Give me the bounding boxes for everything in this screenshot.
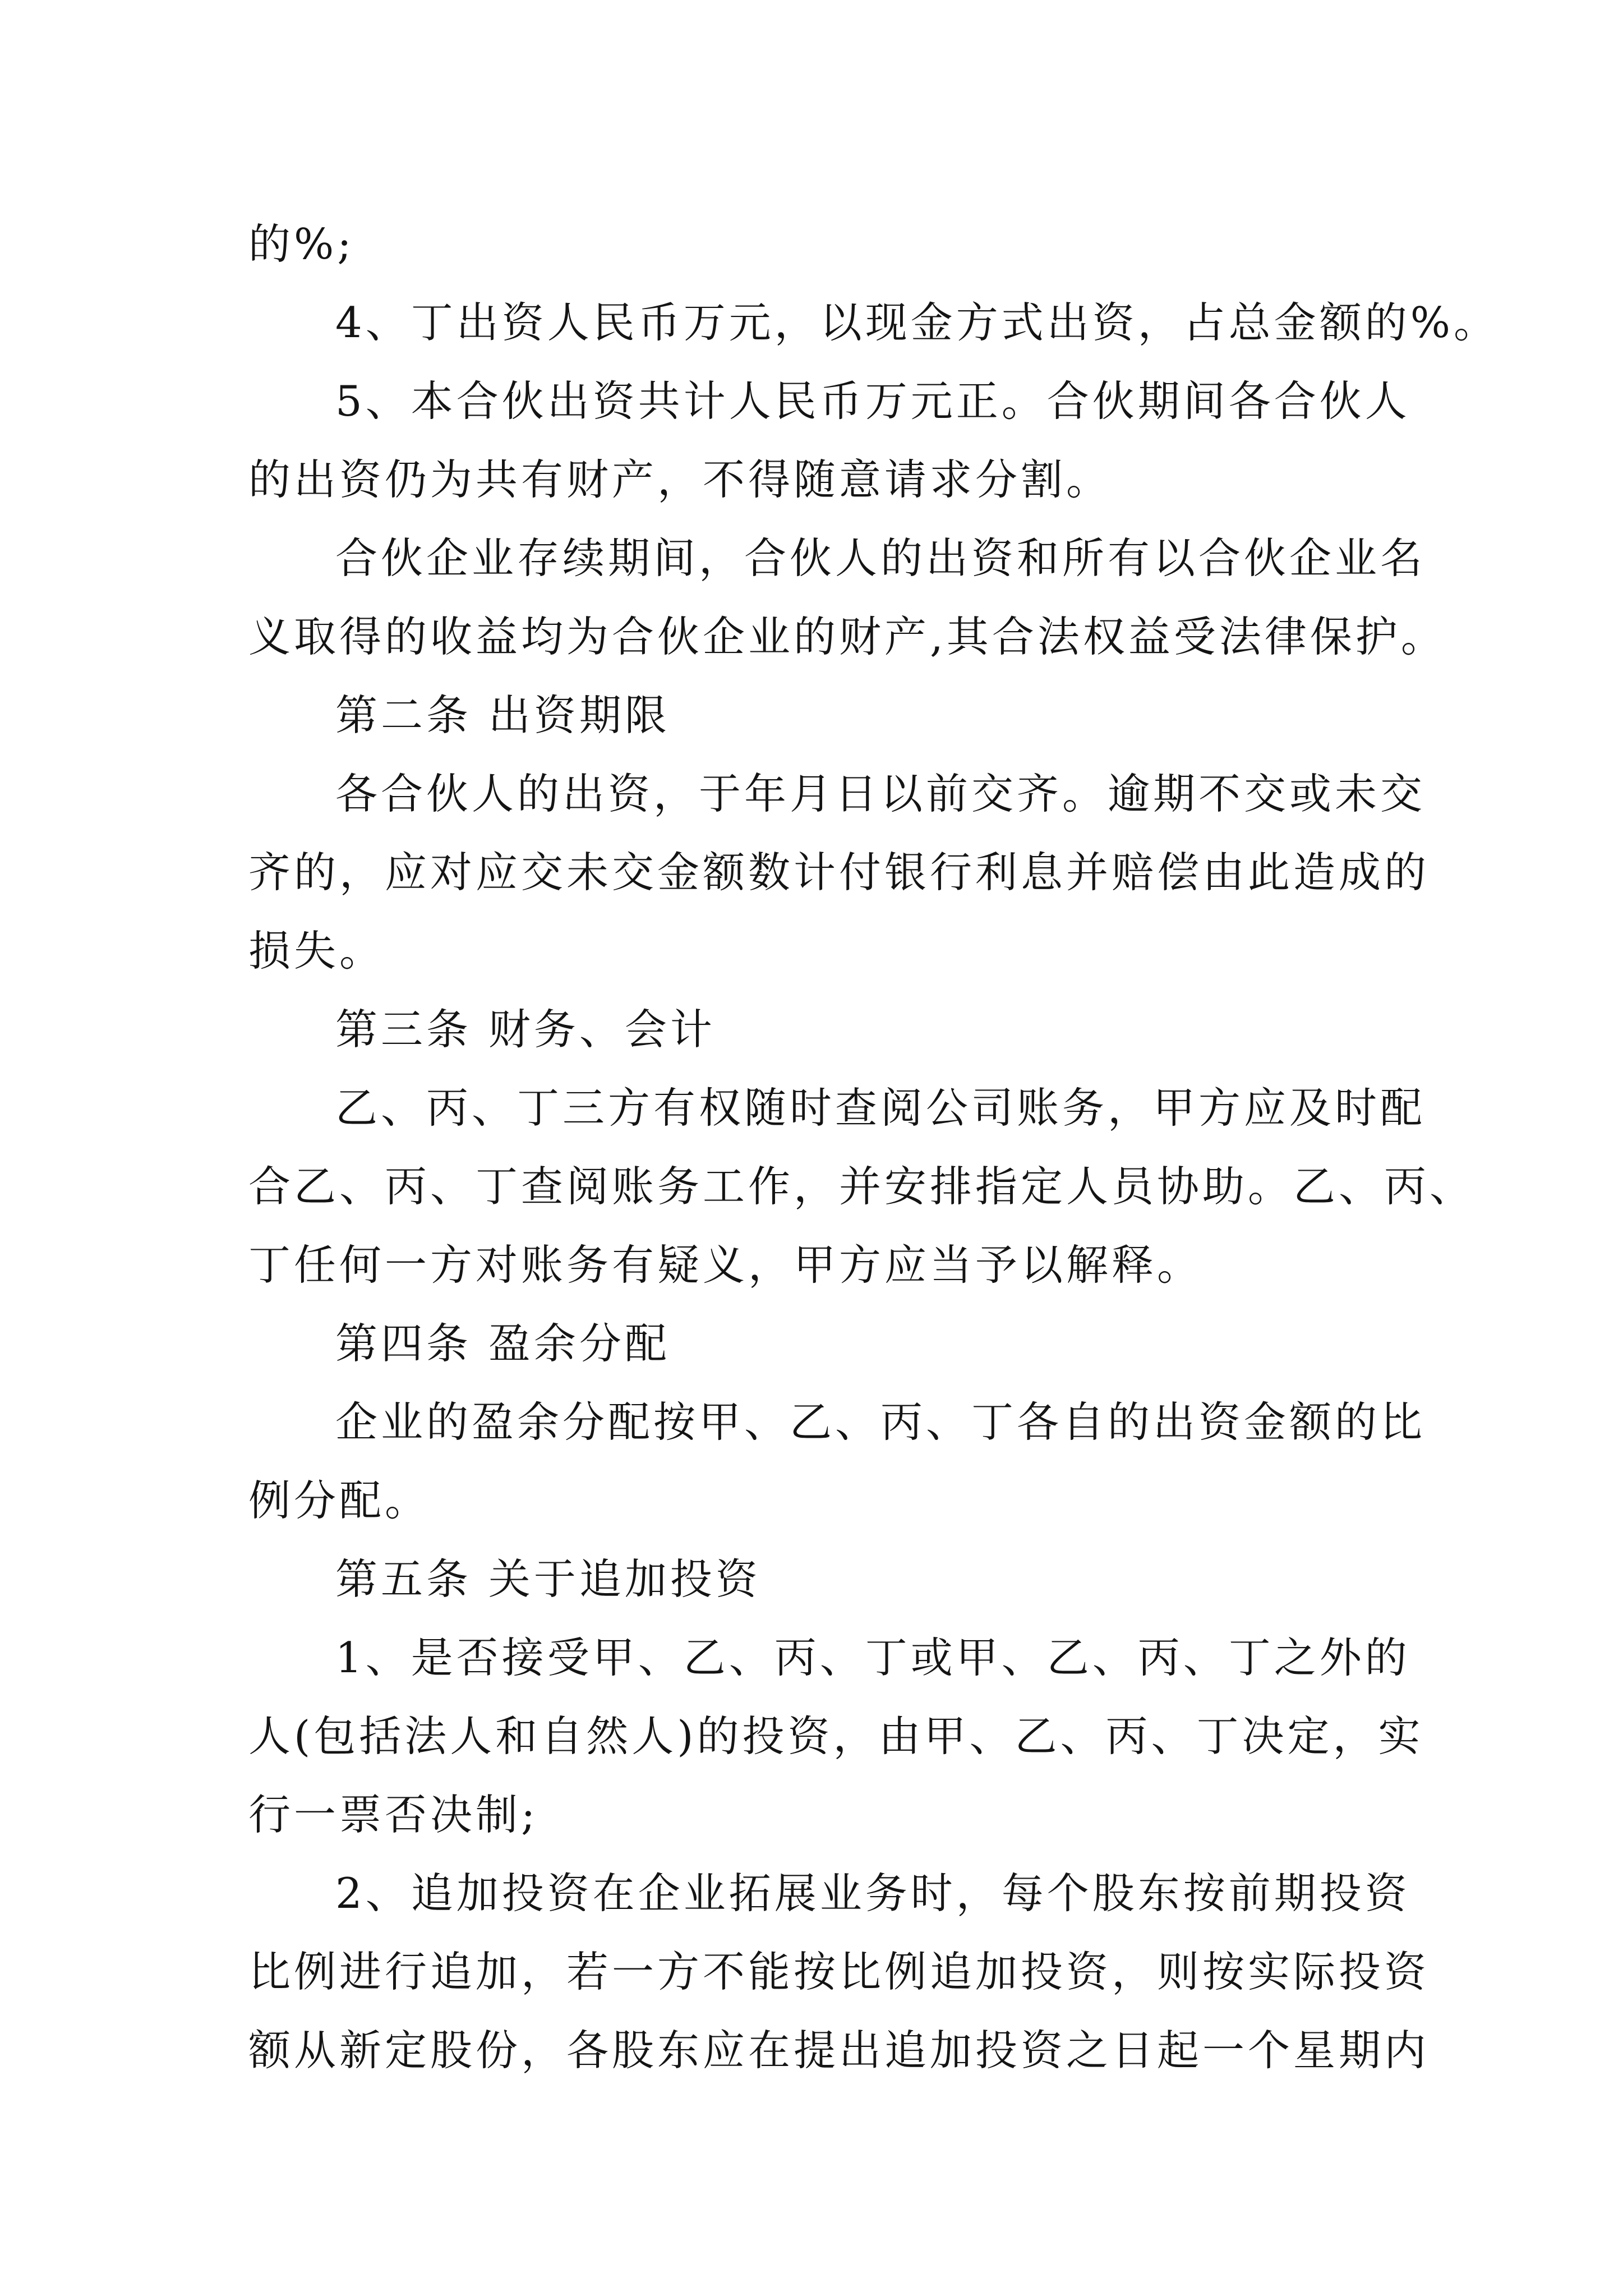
text-line-2: 4、丁出资人民币万元，以现金方式出资，占总金额的%。: [335, 298, 1499, 347]
text-line-24: 额从新定股份，各股东应在提出追加投资之日起一个星期内: [248, 2026, 1430, 2075]
text-line-23: 比例进行追加，若一方不能按比例追加投资，则按实际投资: [248, 1947, 1430, 1996]
text-line-1: 的%;: [248, 219, 355, 269]
text-line-17: 例分配。: [248, 1476, 431, 1525]
section-heading-2: 第二条 出资期限: [335, 691, 670, 740]
text-line-22: 2、追加投资在企业拓展业务时，每个股东按前期投资: [335, 1869, 1410, 1918]
text-line-14: 丁任何一方对账务有疑义，甲方应当予以解释。: [248, 1240, 1203, 1290]
text-line-21: 行一票否决制;: [248, 1790, 539, 1839]
text-line-10: 损失。: [248, 926, 385, 976]
text-line-6: 义取得的收益均为合伙企业的财产,其合法权益受法律保护。: [248, 612, 1446, 661]
section-heading-4: 第四条 盈余分配: [335, 1319, 670, 1368]
section-heading-5: 第五条 关于追加投资: [335, 1554, 761, 1604]
text-line-19: 1、是否接受甲、乙、丙、丁或甲、乙、丙、丁之外的: [335, 1633, 1410, 1682]
text-line-8: 各合伙人的出资，于年月日以前交齐。逾期不交或未交: [335, 769, 1426, 818]
text-line-16: 企业的盈余分配按甲、乙、丙、丁各自的出资金额的比: [335, 1397, 1426, 1447]
text-line-12: 乙、丙、丁三方有权随时查阅公司账务，甲方应及时配: [335, 1083, 1426, 1133]
section-heading-3: 第三条 财务、会计: [335, 1005, 716, 1054]
text-line-9: 齐的，应对应交未交金额数计付银行利息并赔偿由此造成的: [248, 848, 1430, 897]
text-line-3: 5、本合伙出资共计人民币万元正。合伙期间各合伙人: [335, 376, 1410, 426]
text-line-13: 合乙、丙、丁查阅账务工作，并安排指定人员协助。乙、丙、: [248, 1162, 1476, 1211]
text-line-5: 合伙企业存续期间，合伙人的出资和所有以合伙企业名: [335, 533, 1426, 583]
text-line-20: 人(包括法人和自然人)的投资，由甲、乙、丙、丁决定，实: [248, 1711, 1424, 1761]
text-line-4: 的出资仍为共有财产，不得随意请求分割。: [248, 455, 1112, 504]
